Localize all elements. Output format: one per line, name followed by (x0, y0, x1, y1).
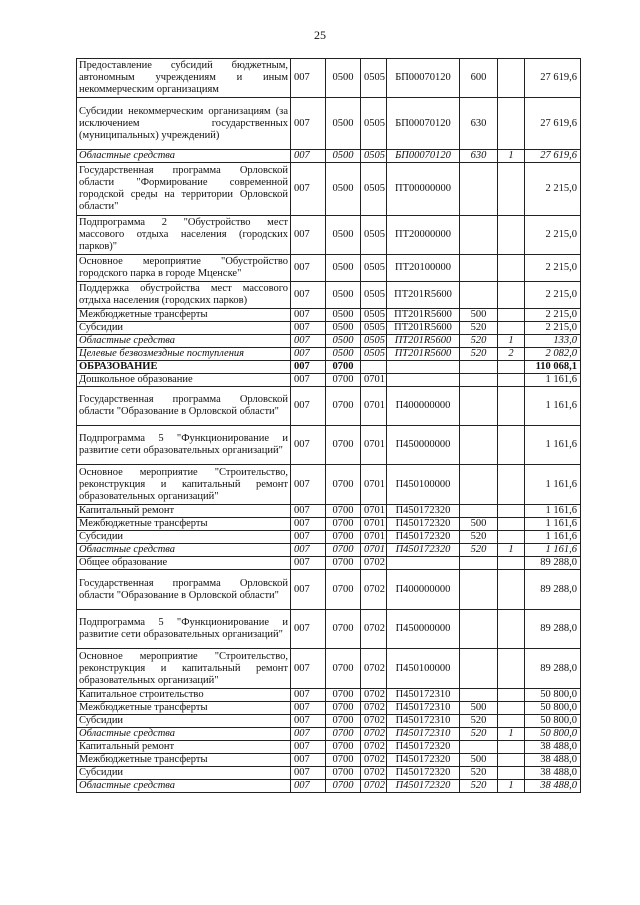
section-code-cell: 0700 (326, 702, 361, 715)
expense-type-cell (460, 255, 498, 282)
row-name-cell: ОБРАЗОВАНИЕ (77, 361, 291, 374)
amount-cell: 2 215,0 (525, 216, 581, 255)
expense-type-cell: 630 (460, 150, 498, 163)
table-row (77, 557, 581, 570)
page-number: 25 (314, 28, 326, 42)
amount-cell: 50 800,0 (525, 702, 581, 715)
amount-cell: 2 215,0 (525, 163, 581, 216)
expense-type-cell: 520 (460, 767, 498, 780)
amount-cell: 27 619,6 (525, 150, 581, 163)
target-article-cell: П450172310 (387, 702, 460, 715)
amount-cell: 50 800,0 (525, 715, 581, 728)
section-code-cell: 0700 (326, 715, 361, 728)
subsection-code-cell: 0702 (361, 702, 387, 715)
target-article-cell: П450172320 (387, 531, 460, 544)
row-name-cell: Межбюджетные трансферты (77, 518, 291, 531)
subsection-code-cell: 0701 (361, 518, 387, 531)
funding-source-cell (498, 610, 525, 649)
ministry-code-cell: 007 (291, 518, 326, 531)
target-article-cell: ПТ201R5600 (387, 322, 460, 335)
row-name-cell: Капитальное строительство (77, 689, 291, 702)
funding-source-cell (498, 702, 525, 715)
row-name-cell: Капитальный ремонт (77, 741, 291, 754)
expense-type-cell (460, 163, 498, 216)
expense-type-cell: 500 (460, 309, 498, 322)
target-article-cell: П450172320 (387, 780, 460, 793)
target-article-cell: П450000000 (387, 426, 460, 465)
row-name-cell: Целевые безвозмездные поступления (77, 348, 291, 361)
row-name-cell: Областные средства (77, 150, 291, 163)
funding-source-cell (498, 322, 525, 335)
amount-cell: 38 488,0 (525, 741, 581, 754)
expense-type-cell: 520 (460, 348, 498, 361)
subsection-code-cell: 0505 (361, 282, 387, 309)
ministry-code-cell: 007 (291, 715, 326, 728)
row-name-cell: Предоставление субсидий бюджетным, автономным учреждениям и иным некоммерческим организациям (77, 59, 291, 98)
table-row (77, 518, 581, 531)
expense-type-cell: 520 (460, 715, 498, 728)
row-name-cell: Государственная программа Орловской области "Образование в Орловской области" (77, 570, 291, 610)
amount-cell: 1 161,6 (525, 387, 581, 426)
ministry-code-cell: 007 (291, 322, 326, 335)
row-name-cell: Областные средства (77, 335, 291, 348)
row-name-cell: Областные средства (77, 780, 291, 793)
table-row (77, 544, 581, 557)
target-article-cell: ПТ201R5600 (387, 348, 460, 361)
section-code-cell: 0700 (326, 741, 361, 754)
funding-source-cell (498, 426, 525, 465)
ministry-code-cell: 007 (291, 557, 326, 570)
section-code-cell: 0700 (326, 557, 361, 570)
target-article-cell: П450172320 (387, 544, 460, 557)
expense-type-cell: 520 (460, 544, 498, 557)
table-row (77, 387, 581, 426)
expense-type-cell: 600 (460, 59, 498, 98)
amount-cell: 1 161,6 (525, 531, 581, 544)
expense-type-cell (460, 361, 498, 374)
funding-source-cell (498, 715, 525, 728)
funding-source-cell (498, 255, 525, 282)
ministry-code-cell: 007 (291, 426, 326, 465)
table-row (77, 163, 581, 216)
subsection-code-cell: 0702 (361, 570, 387, 610)
table-row (77, 322, 581, 335)
funding-source-cell (498, 361, 525, 374)
row-name-cell: Государственная программа Орловской области "Образование в Орловской области" (77, 387, 291, 426)
expense-type-cell (460, 570, 498, 610)
subsection-code-cell: 0505 (361, 216, 387, 255)
funding-source-cell (498, 649, 525, 689)
amount-cell: 1 161,6 (525, 465, 581, 505)
amount-cell: 50 800,0 (525, 728, 581, 741)
target-article-cell: П450172320 (387, 505, 460, 518)
target-article-cell: БП00070120 (387, 150, 460, 163)
ministry-code-cell: 007 (291, 465, 326, 505)
amount-cell: 89 288,0 (525, 649, 581, 689)
expense-type-cell: 500 (460, 702, 498, 715)
row-name-cell: Межбюджетные трансферты (77, 754, 291, 767)
subsection-code-cell: 0701 (361, 465, 387, 505)
table-row (77, 531, 581, 544)
section-code-cell: 0500 (326, 98, 361, 150)
table-row (77, 728, 581, 741)
table-row (77, 255, 581, 282)
expense-type-cell (460, 216, 498, 255)
row-name-cell: Капитальный ремонт (77, 505, 291, 518)
section-code-cell: 0500 (326, 163, 361, 216)
table-row (77, 361, 581, 374)
expense-type-cell (460, 426, 498, 465)
section-code-cell: 0700 (326, 570, 361, 610)
ministry-code-cell: 007 (291, 150, 326, 163)
budget-table (76, 58, 581, 793)
table-row (77, 649, 581, 689)
row-name-cell: Подпрограмма 5 "Функционирование и развитие сети образовательных организаций" (77, 426, 291, 465)
table-row (77, 754, 581, 767)
amount-cell: 133,0 (525, 335, 581, 348)
target-article-cell: П450172310 (387, 715, 460, 728)
amount-cell: 2 215,0 (525, 309, 581, 322)
amount-cell: 1 161,6 (525, 505, 581, 518)
expense-type-cell (460, 649, 498, 689)
amount-cell: 89 288,0 (525, 557, 581, 570)
expense-type-cell: 520 (460, 780, 498, 793)
subsection-code-cell: 0505 (361, 98, 387, 150)
row-name-cell: Основное мероприятие "Строительство, реконструкция и капитальный ремонт образовательных организаций" (77, 465, 291, 505)
section-code-cell: 0700 (326, 544, 361, 557)
subsection-code-cell (361, 361, 387, 374)
section-code-cell: 0500 (326, 335, 361, 348)
subsection-code-cell: 0701 (361, 374, 387, 387)
table-row (77, 505, 581, 518)
funding-source-cell (498, 216, 525, 255)
subsection-code-cell: 0505 (361, 348, 387, 361)
subsection-code-cell: 0702 (361, 649, 387, 689)
funding-source-cell: 1 (498, 728, 525, 741)
expense-type-cell: 500 (460, 754, 498, 767)
target-article-cell: П450100000 (387, 465, 460, 505)
amount-cell: 27 619,6 (525, 98, 581, 150)
section-code-cell: 0500 (326, 348, 361, 361)
table-row (77, 741, 581, 754)
table-row (77, 374, 581, 387)
table-row (77, 767, 581, 780)
target-article-cell: ПТ201R5600 (387, 309, 460, 322)
ministry-code-cell: 007 (291, 335, 326, 348)
subsection-code-cell: 0505 (361, 163, 387, 216)
ministry-code-cell: 007 (291, 309, 326, 322)
row-name-cell: Субсидии некоммерческим организациям (за исключением государственных (муниципальных) учреждений) (77, 98, 291, 150)
expense-type-cell: 520 (460, 728, 498, 741)
amount-cell: 38 488,0 (525, 754, 581, 767)
ministry-code-cell: 007 (291, 505, 326, 518)
expense-type-cell (460, 557, 498, 570)
table-row (77, 689, 581, 702)
funding-source-cell (498, 754, 525, 767)
table-row (77, 465, 581, 505)
target-article-cell: П400000000 (387, 570, 460, 610)
target-article-cell: П450000000 (387, 610, 460, 649)
row-name-cell: Основное мероприятие "Строительство, реконструкция и капитальный ремонт образовательных организаций" (77, 649, 291, 689)
section-code-cell: 0700 (326, 518, 361, 531)
expense-type-cell (460, 610, 498, 649)
table-row (77, 335, 581, 348)
table-row (77, 309, 581, 322)
amount-cell: 2 215,0 (525, 282, 581, 309)
row-name-cell: Основное мероприятие "Обустройство городского парка в городе Мценске" (77, 255, 291, 282)
section-code-cell: 0500 (326, 322, 361, 335)
funding-source-cell (498, 98, 525, 150)
subsection-code-cell: 0701 (361, 544, 387, 557)
target-article-cell: П450100000 (387, 649, 460, 689)
ministry-code-cell: 007 (291, 531, 326, 544)
expense-type-cell (460, 741, 498, 754)
section-code-cell: 0700 (326, 531, 361, 544)
target-article-cell: БП00070120 (387, 59, 460, 98)
amount-cell: 1 161,6 (525, 544, 581, 557)
table-row (77, 282, 581, 309)
subsection-code-cell: 0701 (361, 531, 387, 544)
table-row (77, 780, 581, 793)
funding-source-cell (498, 570, 525, 610)
row-name-cell: Общее образование (77, 557, 291, 570)
funding-source-cell: 1 (498, 150, 525, 163)
subsection-code-cell: 0702 (361, 780, 387, 793)
ministry-code-cell: 007 (291, 163, 326, 216)
section-code-cell: 0500 (326, 255, 361, 282)
funding-source-cell (498, 557, 525, 570)
row-name-cell: Областные средства (77, 544, 291, 557)
table-body (77, 59, 581, 793)
target-article-cell: П450172320 (387, 518, 460, 531)
funding-source-cell: 1 (498, 780, 525, 793)
funding-source-cell (498, 59, 525, 98)
table-row (77, 98, 581, 150)
ministry-code-cell: 007 (291, 98, 326, 150)
funding-source-cell (498, 387, 525, 426)
amount-cell: 1 161,6 (525, 518, 581, 531)
section-code-cell: 0700 (326, 610, 361, 649)
amount-cell: 38 488,0 (525, 780, 581, 793)
table-row (77, 610, 581, 649)
target-article-cell (387, 374, 460, 387)
table-row (77, 59, 581, 98)
target-article-cell: П450172320 (387, 767, 460, 780)
subsection-code-cell: 0702 (361, 767, 387, 780)
table-row (77, 715, 581, 728)
funding-source-cell: 1 (498, 544, 525, 557)
expense-type-cell (460, 465, 498, 505)
subsection-code-cell: 0701 (361, 505, 387, 518)
subsection-code-cell: 0701 (361, 426, 387, 465)
subsection-code-cell: 0505 (361, 335, 387, 348)
amount-cell: 89 288,0 (525, 610, 581, 649)
expense-type-cell: 520 (460, 531, 498, 544)
section-code-cell: 0700 (326, 505, 361, 518)
ministry-code-cell: 007 (291, 780, 326, 793)
ministry-code-cell: 007 (291, 387, 326, 426)
subsection-code-cell: 0505 (361, 59, 387, 98)
funding-source-cell (498, 531, 525, 544)
amount-cell: 50 800,0 (525, 689, 581, 702)
row-name-cell: Областные средства (77, 728, 291, 741)
row-name-cell: Субсидии (77, 322, 291, 335)
target-article-cell: ПТ201R5600 (387, 335, 460, 348)
section-code-cell: 0500 (326, 216, 361, 255)
ministry-code-cell: 007 (291, 649, 326, 689)
funding-source-cell (498, 689, 525, 702)
row-name-cell: Межбюджетные трансферты (77, 702, 291, 715)
target-article-cell: П450172320 (387, 754, 460, 767)
row-name-cell: Дошкольное образование (77, 374, 291, 387)
funding-source-cell (498, 741, 525, 754)
ministry-code-cell: 007 (291, 741, 326, 754)
section-code-cell: 0500 (326, 282, 361, 309)
ministry-code-cell: 007 (291, 59, 326, 98)
table-row (77, 570, 581, 610)
row-name-cell: Подпрограмма 2 "Обустройство мест массового отдыха населения (городских парков)" (77, 216, 291, 255)
target-article-cell: ПТ20100000 (387, 255, 460, 282)
expense-type-cell (460, 282, 498, 309)
row-name-cell: Субсидии (77, 767, 291, 780)
ministry-code-cell: 007 (291, 255, 326, 282)
table-row (77, 150, 581, 163)
ministry-code-cell: 007 (291, 544, 326, 557)
row-name-cell: Субсидии (77, 715, 291, 728)
target-article-cell (387, 557, 460, 570)
section-code-cell: 0500 (326, 150, 361, 163)
ministry-code-cell: 007 (291, 767, 326, 780)
target-article-cell: П450172310 (387, 728, 460, 741)
subsection-code-cell: 0702 (361, 728, 387, 741)
funding-source-cell (498, 505, 525, 518)
expense-type-cell: 630 (460, 98, 498, 150)
table-row (77, 702, 581, 715)
funding-source-cell: 1 (498, 335, 525, 348)
subsection-code-cell: 0702 (361, 754, 387, 767)
subsection-code-cell: 0505 (361, 150, 387, 163)
amount-cell: 2 082,0 (525, 348, 581, 361)
ministry-code-cell: 007 (291, 361, 326, 374)
section-code-cell: 0700 (326, 767, 361, 780)
funding-source-cell (498, 309, 525, 322)
funding-source-cell (498, 374, 525, 387)
expense-type-cell: 520 (460, 322, 498, 335)
target-article-cell (387, 361, 460, 374)
subsection-code-cell: 0505 (361, 309, 387, 322)
ministry-code-cell: 007 (291, 728, 326, 741)
target-article-cell: ПТ00000000 (387, 163, 460, 216)
amount-cell: 27 619,6 (525, 59, 581, 98)
funding-source-cell (498, 767, 525, 780)
subsection-code-cell: 0702 (361, 557, 387, 570)
amount-cell: 1 161,6 (525, 374, 581, 387)
target-article-cell: ПТ20000000 (387, 216, 460, 255)
amount-cell: 2 215,0 (525, 322, 581, 335)
section-code-cell: 0700 (326, 465, 361, 505)
expense-type-cell: 520 (460, 335, 498, 348)
section-code-cell: 0700 (326, 387, 361, 426)
section-code-cell: 0500 (326, 59, 361, 98)
row-name-cell: Субсидии (77, 531, 291, 544)
ministry-code-cell: 007 (291, 282, 326, 309)
section-code-cell: 0700 (326, 780, 361, 793)
expense-type-cell (460, 505, 498, 518)
amount-cell: 1 161,6 (525, 426, 581, 465)
ministry-code-cell: 007 (291, 610, 326, 649)
row-name-cell: Межбюджетные трансферты (77, 309, 291, 322)
funding-source-cell (498, 282, 525, 309)
ministry-code-cell: 007 (291, 702, 326, 715)
target-article-cell: П400000000 (387, 387, 460, 426)
ministry-code-cell: 007 (291, 216, 326, 255)
row-name-cell: Поддержка обустройства мест массового отдыха населения (городских парков) (77, 282, 291, 309)
section-code-cell: 0700 (326, 649, 361, 689)
section-code-cell: 0700 (326, 426, 361, 465)
subsection-code-cell: 0702 (361, 689, 387, 702)
section-code-cell: 0500 (326, 309, 361, 322)
row-name-cell: Государственная программа Орловской области "Формирование современной городской среды на территории Орловской области" (77, 163, 291, 216)
table-row (77, 216, 581, 255)
section-code-cell: 0700 (326, 361, 361, 374)
row-name-cell: Подпрограмма 5 "Функционирование и развитие сети образовательных организаций" (77, 610, 291, 649)
ministry-code-cell: 007 (291, 689, 326, 702)
ministry-code-cell: 007 (291, 348, 326, 361)
funding-source-cell (498, 465, 525, 505)
section-code-cell: 0700 (326, 754, 361, 767)
amount-cell: 2 215,0 (525, 255, 581, 282)
subsection-code-cell: 0505 (361, 255, 387, 282)
ministry-code-cell: 007 (291, 754, 326, 767)
table-row (77, 348, 581, 361)
funding-source-cell (498, 518, 525, 531)
section-code-cell: 0700 (326, 689, 361, 702)
expense-type-cell: 500 (460, 518, 498, 531)
section-code-cell: 0700 (326, 728, 361, 741)
expense-type-cell (460, 387, 498, 426)
funding-source-cell: 2 (498, 348, 525, 361)
subsection-code-cell: 0702 (361, 741, 387, 754)
target-article-cell: П450172320 (387, 741, 460, 754)
amount-cell: 110 068,1 (525, 361, 581, 374)
ministry-code-cell: 007 (291, 374, 326, 387)
target-article-cell: ПТ201R5600 (387, 282, 460, 309)
subsection-code-cell: 0702 (361, 715, 387, 728)
expense-type-cell (460, 374, 498, 387)
subsection-code-cell: 0701 (361, 387, 387, 426)
subsection-code-cell: 0702 (361, 610, 387, 649)
table-row (77, 426, 581, 465)
expense-type-cell (460, 689, 498, 702)
funding-source-cell (498, 163, 525, 216)
amount-cell: 38 488,0 (525, 767, 581, 780)
target-article-cell: П450172310 (387, 689, 460, 702)
amount-cell: 89 288,0 (525, 570, 581, 610)
ministry-code-cell: 007 (291, 570, 326, 610)
subsection-code-cell: 0505 (361, 322, 387, 335)
target-article-cell: БП00070120 (387, 98, 460, 150)
section-code-cell: 0700 (326, 374, 361, 387)
